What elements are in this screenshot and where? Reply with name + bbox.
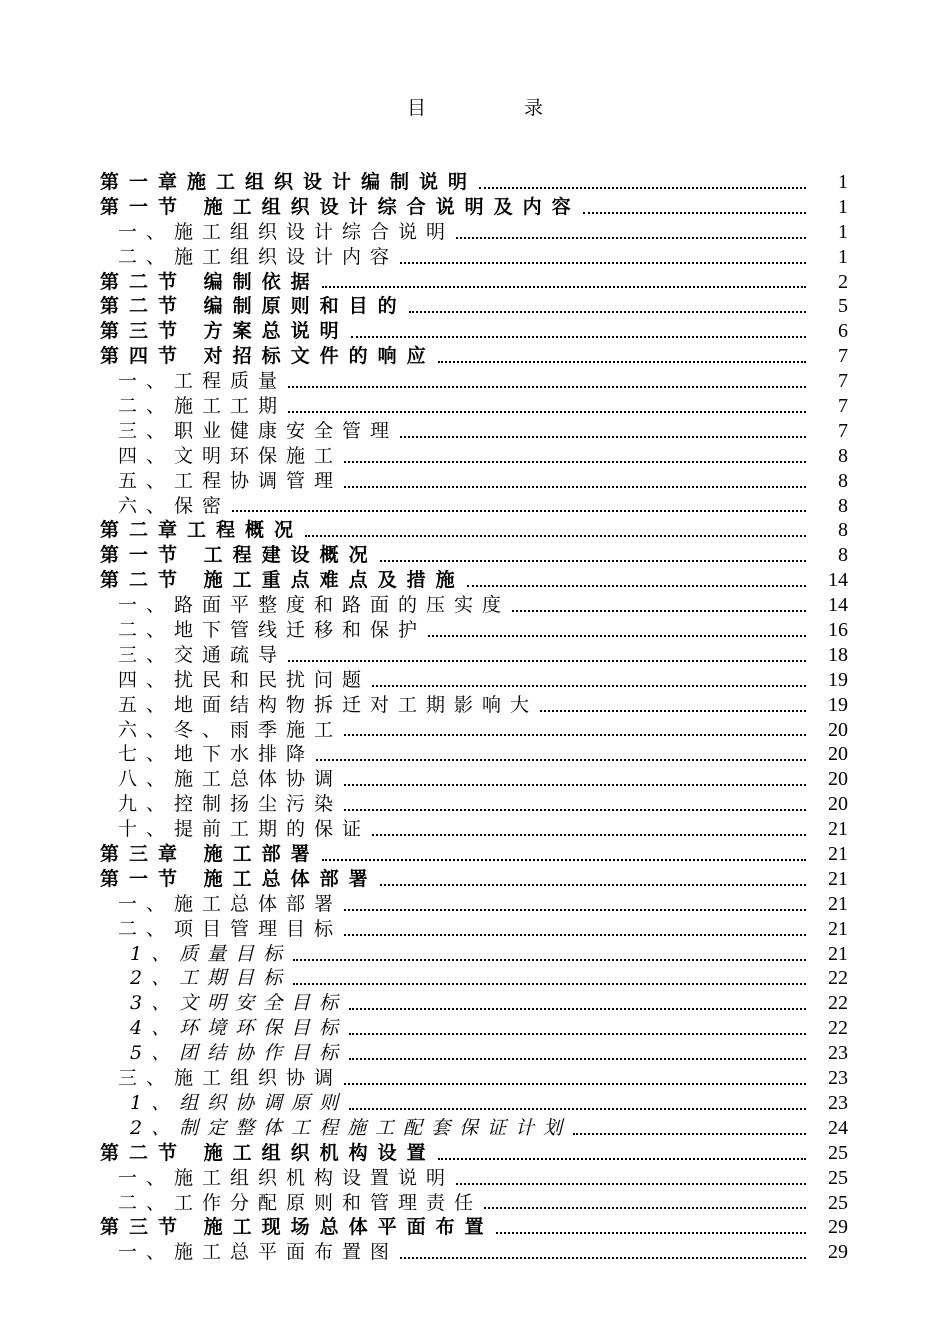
toc-entry-page-number: 23 bbox=[828, 1067, 848, 1090]
dot-leader bbox=[316, 759, 806, 761]
toc-entry-page-number: 20 bbox=[828, 793, 848, 816]
toc-entry-label: 第一节 施工组织设计综合说明及内容 bbox=[100, 195, 581, 218]
toc-entry-page-number: 7 bbox=[838, 345, 848, 368]
dot-leader bbox=[438, 361, 806, 363]
toc-entry[interactable] bbox=[100, 767, 848, 792]
toc-entry[interactable] bbox=[100, 817, 848, 842]
toc-entry-page-number: 16 bbox=[828, 619, 848, 642]
toc-entry-page-number: 7 bbox=[838, 419, 848, 442]
toc-entry-label: 一、施工组织机构设置说明 bbox=[118, 1166, 455, 1189]
toc-entry-label: 第二章工程概况 bbox=[100, 519, 304, 542]
dot-leader bbox=[293, 983, 806, 985]
toc-entry-label: 一、路面平整度和路面的压实度 bbox=[118, 594, 511, 617]
toc-entry[interactable] bbox=[100, 867, 848, 892]
toc-entry-page-number: 1 bbox=[838, 245, 848, 268]
dot-leader bbox=[400, 1257, 806, 1259]
dot-leader bbox=[400, 262, 806, 264]
toc-entry[interactable] bbox=[100, 718, 848, 743]
dot-leader bbox=[288, 660, 806, 662]
toc-entry-page-number: 20 bbox=[828, 718, 848, 741]
dot-leader bbox=[512, 610, 806, 612]
toc-entry-label: 5、团结协作目标 bbox=[130, 1042, 348, 1065]
toc-entry-label: 二、地下管线迁移和保护 bbox=[118, 619, 427, 642]
toc-entry[interactable] bbox=[100, 1166, 848, 1191]
toc-entry[interactable] bbox=[100, 1041, 848, 1066]
dot-leader bbox=[344, 461, 806, 463]
dot-leader bbox=[322, 859, 806, 861]
dot-leader bbox=[344, 1083, 806, 1085]
toc-entry-page-number: 1 bbox=[838, 195, 848, 218]
dot-leader bbox=[349, 1033, 806, 1035]
toc-entry-page-number: 1 bbox=[838, 170, 848, 193]
dot-leader bbox=[540, 710, 806, 712]
toc-entry[interactable] bbox=[100, 892, 848, 917]
toc-entry-page-number: 14 bbox=[828, 569, 848, 592]
toc-entry-page-number: 21 bbox=[828, 917, 848, 940]
toc-entry[interactable] bbox=[100, 1215, 848, 1240]
toc-entry[interactable] bbox=[100, 643, 848, 668]
dot-leader bbox=[484, 1207, 806, 1209]
dot-leader bbox=[438, 1158, 806, 1160]
toc-entry-page-number: 23 bbox=[828, 1091, 848, 1114]
dot-leader bbox=[349, 1008, 806, 1010]
toc-entry-page-number: 20 bbox=[828, 743, 848, 766]
toc-entry-page-number: 19 bbox=[828, 693, 848, 716]
toc-entry[interactable] bbox=[100, 917, 848, 942]
toc-entry[interactable] bbox=[100, 518, 848, 543]
dot-leader bbox=[479, 187, 806, 189]
toc-entry-label: 一、施工总体部署 bbox=[118, 892, 343, 915]
toc-entry[interactable] bbox=[100, 842, 848, 867]
toc-entry[interactable] bbox=[100, 1116, 848, 1141]
toc-entry-label: 六、保密 bbox=[118, 494, 231, 517]
toc-entry-page-number: 24 bbox=[828, 1116, 848, 1139]
toc-entry-label: 一、工程质量 bbox=[118, 370, 287, 393]
toc-entry[interactable] bbox=[100, 742, 848, 767]
toc-entry-label: 3、文明安全目标 bbox=[130, 992, 348, 1015]
toc-entry-page-number: 14 bbox=[828, 594, 848, 617]
toc-entry-label: 2、工期目标 bbox=[130, 967, 292, 990]
toc-entry[interactable] bbox=[100, 195, 848, 220]
dot-leader bbox=[305, 535, 806, 537]
toc-entry-label: 三、交通疏导 bbox=[118, 643, 287, 666]
dot-leader bbox=[344, 486, 806, 488]
toc-entry-label: 二、施工组织设计内容 bbox=[118, 245, 399, 268]
toc-entry[interactable] bbox=[100, 543, 848, 568]
toc-entry-label: 第二节 施工重点难点及措施 bbox=[100, 569, 465, 592]
toc-entry-label: 一、施工总平面布置图 bbox=[118, 1241, 399, 1264]
toc-entry-label: 2、制定整体工程施工配套保证计划 bbox=[130, 1116, 572, 1139]
toc-entry[interactable] bbox=[100, 469, 848, 494]
dot-leader bbox=[293, 959, 806, 961]
dot-leader bbox=[467, 585, 806, 587]
toc-entry-label: 第二节 施工组织机构设置 bbox=[100, 1141, 436, 1164]
toc-entry[interactable] bbox=[100, 1191, 848, 1216]
toc-entry[interactable] bbox=[100, 294, 848, 319]
toc-entry[interactable] bbox=[100, 270, 848, 295]
toc-entry-label: 第二节 编制原则和目的 bbox=[100, 295, 407, 318]
toc-entry-page-number: 7 bbox=[838, 370, 848, 393]
dot-leader bbox=[380, 884, 806, 886]
toc-entry-page-number: 22 bbox=[828, 967, 848, 990]
toc-entry-label: 十、提前工期的保证 bbox=[118, 818, 371, 841]
dot-leader bbox=[351, 336, 806, 338]
dot-leader bbox=[288, 411, 806, 413]
toc-entry-label: 第一节 施工总体部署 bbox=[100, 867, 378, 890]
toc-entry[interactable] bbox=[100, 1066, 848, 1091]
toc-entry-label: 第三节 方案总说明 bbox=[100, 320, 349, 343]
toc-entry[interactable] bbox=[100, 444, 848, 469]
dot-leader bbox=[583, 212, 806, 214]
toc-entry-label: 四、文明环保施工 bbox=[118, 444, 343, 467]
dot-leader bbox=[288, 386, 806, 388]
toc-entry-page-number: 8 bbox=[838, 469, 848, 492]
dot-leader bbox=[322, 286, 806, 288]
toc-entry-page-number: 25 bbox=[828, 1141, 848, 1164]
toc-entry[interactable] bbox=[100, 1016, 848, 1041]
toc-entry-label: 4、环境环保目标 bbox=[130, 1017, 348, 1040]
table-of-contents bbox=[100, 170, 848, 1265]
dot-leader bbox=[496, 1232, 806, 1234]
toc-entry[interactable] bbox=[100, 942, 848, 967]
dot-leader bbox=[456, 237, 806, 239]
toc-entry[interactable] bbox=[100, 245, 848, 270]
toc-entry-page-number: 8 bbox=[838, 544, 848, 567]
toc-entry-page-number: 21 bbox=[828, 867, 848, 890]
dot-leader bbox=[372, 834, 806, 836]
toc-entry-label: 第一节 工程建设概况 bbox=[100, 544, 378, 567]
toc-entry-label: 五、地面结构物拆迁对工期影响大 bbox=[118, 693, 539, 716]
toc-entry-page-number: 21 bbox=[828, 818, 848, 841]
dot-leader bbox=[428, 635, 806, 637]
toc-entry[interactable] bbox=[100, 668, 848, 693]
dot-leader bbox=[456, 1183, 806, 1185]
toc-entry-label: 三、施工组织协调 bbox=[118, 1067, 343, 1090]
toc-entry-page-number: 20 bbox=[828, 768, 848, 791]
toc-entry-page-number: 8 bbox=[838, 519, 848, 542]
toc-entry-label: 四、扰民和民扰问题 bbox=[118, 668, 371, 691]
dot-leader bbox=[344, 809, 806, 811]
toc-entry[interactable] bbox=[100, 618, 848, 643]
toc-entry-label: 一、施工组织设计综合说明 bbox=[118, 220, 455, 243]
toc-entry[interactable] bbox=[100, 319, 848, 344]
toc-entry[interactable] bbox=[100, 1240, 848, 1265]
toc-entry[interactable] bbox=[100, 1141, 848, 1166]
toc-entry-label: 第三节 施工现场总体平面布置 bbox=[100, 1216, 494, 1239]
toc-entry[interactable] bbox=[100, 220, 848, 245]
toc-entry[interactable] bbox=[100, 991, 848, 1016]
toc-entry[interactable] bbox=[100, 170, 848, 195]
toc-entry-page-number: 8 bbox=[838, 444, 848, 467]
dot-leader bbox=[344, 934, 806, 936]
toc-entry-label: 1、组织协调原则 bbox=[130, 1091, 348, 1114]
dot-leader bbox=[232, 510, 806, 512]
toc-entry[interactable] bbox=[100, 344, 848, 369]
toc-entry-page-number: 21 bbox=[828, 892, 848, 915]
toc-entry-page-number: 5 bbox=[838, 295, 848, 318]
dot-leader bbox=[349, 1058, 806, 1060]
toc-entry[interactable] bbox=[100, 369, 848, 394]
dot-leader bbox=[400, 436, 806, 438]
toc-entry[interactable] bbox=[100, 1091, 848, 1116]
toc-entry[interactable] bbox=[100, 494, 848, 519]
toc-entry[interactable] bbox=[100, 568, 848, 593]
dot-leader bbox=[573, 1133, 806, 1135]
toc-entry-page-number: 29 bbox=[828, 1241, 848, 1264]
dot-leader bbox=[344, 734, 806, 736]
dot-leader bbox=[344, 909, 806, 911]
dot-leader bbox=[344, 784, 806, 786]
toc-entry-page-number: 8 bbox=[838, 494, 848, 517]
toc-entry-page-number: 23 bbox=[828, 1042, 848, 1065]
dot-leader bbox=[349, 1108, 806, 1110]
toc-entry-label: 三、职业健康安全管理 bbox=[118, 419, 399, 442]
toc-entry-label: 二、工作分配原则和管理责任 bbox=[118, 1191, 483, 1214]
toc-entry[interactable] bbox=[100, 792, 848, 817]
toc-entry[interactable] bbox=[100, 394, 848, 419]
toc-entry-label: 二、项目管理目标 bbox=[118, 917, 343, 940]
toc-entry-page-number: 29 bbox=[828, 1216, 848, 1239]
toc-entry-page-number: 6 bbox=[838, 320, 848, 343]
toc-entry-label: 七、地下水排降 bbox=[118, 743, 315, 766]
toc-title: 目 录 bbox=[406, 97, 590, 119]
toc-entry-label: 五、工程协调管理 bbox=[118, 469, 343, 492]
toc-entry-label: 1、质量目标 bbox=[130, 942, 292, 965]
toc-entry-page-number: 19 bbox=[828, 668, 848, 691]
toc-entry-page-number: 18 bbox=[828, 643, 848, 666]
toc-entry-page-number: 1 bbox=[838, 220, 848, 243]
toc-entry-page-number: 22 bbox=[828, 1017, 848, 1040]
dot-leader bbox=[409, 311, 806, 313]
toc-entry-page-number: 22 bbox=[828, 992, 848, 1015]
dot-leader bbox=[380, 560, 806, 562]
toc-entry-label: 第三章 施工部署 bbox=[100, 843, 320, 866]
toc-entry-page-number: 25 bbox=[828, 1166, 848, 1189]
toc-entry[interactable] bbox=[100, 693, 848, 718]
toc-entry-label: 第二节 编制依据 bbox=[100, 270, 320, 293]
toc-entry-label: 第四节 对招标文件的响应 bbox=[100, 345, 436, 368]
toc-entry[interactable] bbox=[100, 419, 848, 444]
toc-entry-page-number: 21 bbox=[828, 843, 848, 866]
toc-entry-page-number: 7 bbox=[838, 395, 848, 417]
toc-entry[interactable] bbox=[100, 593, 848, 618]
toc-entry-page-number: 2 bbox=[838, 270, 848, 293]
toc-entry-page-number: 21 bbox=[828, 942, 848, 965]
toc-entry-label: 六、冬、雨季施工 bbox=[118, 718, 343, 741]
toc-entry[interactable] bbox=[100, 967, 848, 992]
toc-entry-label: 二、施工工期 bbox=[118, 395, 287, 417]
toc-entry-label: 八、施工总体协调 bbox=[118, 768, 343, 791]
toc-entry-label: 九、控制扬尘污染 bbox=[118, 793, 343, 816]
toc-entry-label: 第一章施工组织设计编制说明 bbox=[100, 170, 478, 193]
dot-leader bbox=[372, 685, 806, 687]
toc-entry-page-number: 25 bbox=[828, 1191, 848, 1214]
